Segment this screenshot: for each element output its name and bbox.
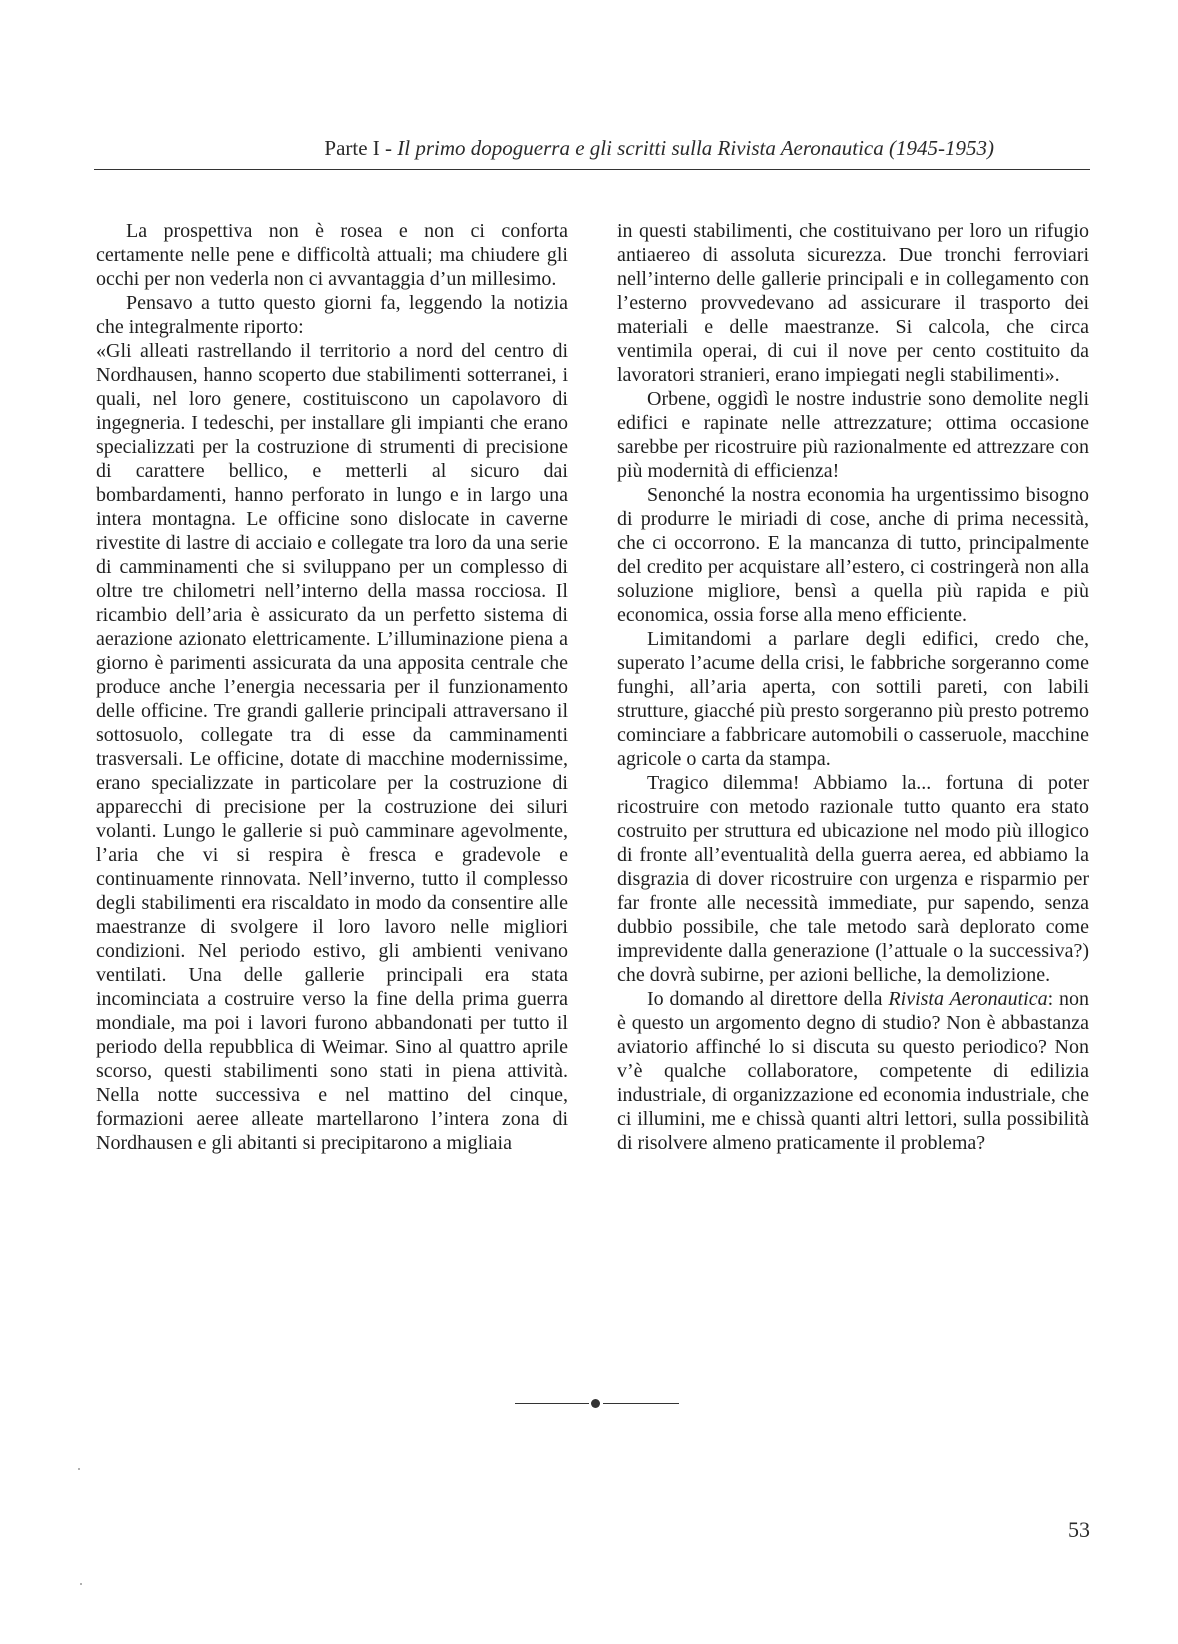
ornament-line-right <box>603 1403 679 1404</box>
ornament-line-left <box>515 1403 589 1404</box>
scan-speck <box>80 1583 82 1585</box>
paragraph: Limitandomi a parlare degli edifici, credo che, superato l’acume della crisi, le fabbriche sorgeranno come funghi, all’aria aperta, con sottili pareti, con labili strutture, giacché più presto sorgeranno più presto potremo cominciare a fabbricare automobili o casseruole, macchine agricole o carta da stampa. <box>617 628 1089 770</box>
paragraph: La prospettiva non è rosea e non ci conforta certamente nelle pene e difficoltà attuali; ma chiudere gli occhi per non vederla non ci avvantaggia d’un millesimo. <box>96 220 568 290</box>
journal-title: Rivista Aeronautica <box>888 988 1048 1010</box>
paragraph: Tragico dilemma! Abbiamo la... fortuna di poter ricostruire con metodo razionale tutto quanto era stato costruito per struttura ed ubicazione nel modo più illogico di fronte all’eventualità della guerra aerea, ed abbiamo la disgrazia di dover ricostruire con urgenza e risparmio per far fronte alle necessità immediate, pur sapendo, senza dubbio possibile, che tale metodo sarà deplorato come imprevidente dalla generazione (l’attuale o la successiva?) che dovrà subirne, per azioni belliche, la demolizione. <box>617 772 1089 986</box>
header-rule <box>94 169 1090 170</box>
running-header-prefix: Parte I - <box>324 136 398 160</box>
page-number: 53 <box>1068 1517 1090 1542</box>
closing-paragraph <box>617 987 1089 1155</box>
quotation-continuation: in questi stabilimenti, che costituivano per loro un rifugio antiaereo di assoluta sicurezza. Due tronchi ferroviari nell’interno delle gallerie principali e in collegamento con l’esterno provvedevano ad assicurare il trasporto dei materiali e delle maestranze. Si calcola, che circa ventimila operai, di cui il nove per cento costituito da lavoratori stranieri, erano impiegati negli stabilimenti». <box>617 220 1089 386</box>
paragraph: Pensavo a tutto questo giorni fa, leggendo la notizia che integralmente riporto: <box>96 292 568 338</box>
running-header <box>94 134 1090 162</box>
quotation-paragraph: «Gli alleati rastrellando il territorio a nord del centro di Nordhausen, hanno scoperto due stabilimenti sotterranei, i quali, nel loro genere, costituiscono un capolavoro di ingegneria. I tedeschi, per installare gli impianti che erano specializzati per la costruzione di strumenti di precisione di carattere bellico, e metterli al sicuro dai bombardamenti, hanno perforato in lungo e in largo una intera montagna. Le officine sono dislocate in caverne rivestite di lastre di acciaio e collegate tra loro da una serie di camminamenti che si sviluppano per un complesso di oltre tre chilometri nell’interno della massa rocciosa. Il ricambio dell’aria è assicurato da un perfetto sistema di aerazione azionato elettricamente. L’illuminazione piena a giorno è parimenti assicurata da una apposita centrale che produce anche l’energia necessaria per il funzionamento delle officine. Tre grandi gallerie principali attraversano il sottosuolo, collegate tra di esse da camminamenti trasversali. Le officine, dotate di macchine modernissime, erano specializzate in particolare per la costruzione di apparecchi di precisione per la costruzione dei siluri volanti. Lungo le gallerie si può camminare agevolmente, l’aria che vi si respira è fresca e gradevole e continuamente rinnovata. Nell’inverno, tutto il complesso degli stabilimenti era riscaldato in modo da consentire alle maestranze di svolgere il loro lavoro nelle migliori condizioni. Nel periodo estivo, gli ambienti venivano ventilati. Una delle gallerie principali era stata incominciata a costruire verso la fine della prima guerra mondiale, ma poi i lavori furono abbandonati per tutto il periodo della repubblica di Weimar. Sino al quattro aprile scorso, questi stabilimenti sono stati in piena attività. Nella notte successiva e nel mattino del cinque, formazioni aeree alleate martellarono l’intera zona di Nordhausen e gli abitanti si precipitarono a migliaia <box>96 340 568 1154</box>
left-column <box>96 219 568 1155</box>
section-end-ornament <box>515 1397 679 1411</box>
closing-text-after: : non è questo un argomento degno di studio? Non è abbastanza aviatorio affinché lo si discuta su questo periodico? Non v’è qualche collaboratore, competente di edilizia industriale, di organizzazione ed economia industriale, che ci illumini, me e chissà quanti altri lettori, sulla possibilità di risolvere almeno praticamente il problema? <box>617 988 1090 1154</box>
scan-speck <box>78 1468 80 1470</box>
paragraph: Orbene, oggidì le nostre industrie sono demolite negli edifici e rapinate nelle attrezzature; ottima occasione sarebbe per ricostruire più razionalmente ed attrezzare con più modernità di efficienza! <box>617 388 1089 482</box>
closing-text-before: Io domando al direttore della <box>647 988 889 1010</box>
ornament-dot <box>591 1399 600 1408</box>
paragraph: Senonché la nostra economia ha urgentissimo bisogno di produrre le miriadi di cose, anche di prima necessità, che ci occorrono. E la mancanza di tutto, principalmente del credito per acquistare all’estero, ci costringerà non alla soluzione migliore, bensì a quella più rapida e più economica, ossia forse alla meno efficiente. <box>617 484 1089 626</box>
running-header-title: Il primo dopoguerra e gli scritti sulla Rivista Aeronautica (1945-1953) <box>397 136 994 160</box>
right-column <box>617 219 1089 1155</box>
